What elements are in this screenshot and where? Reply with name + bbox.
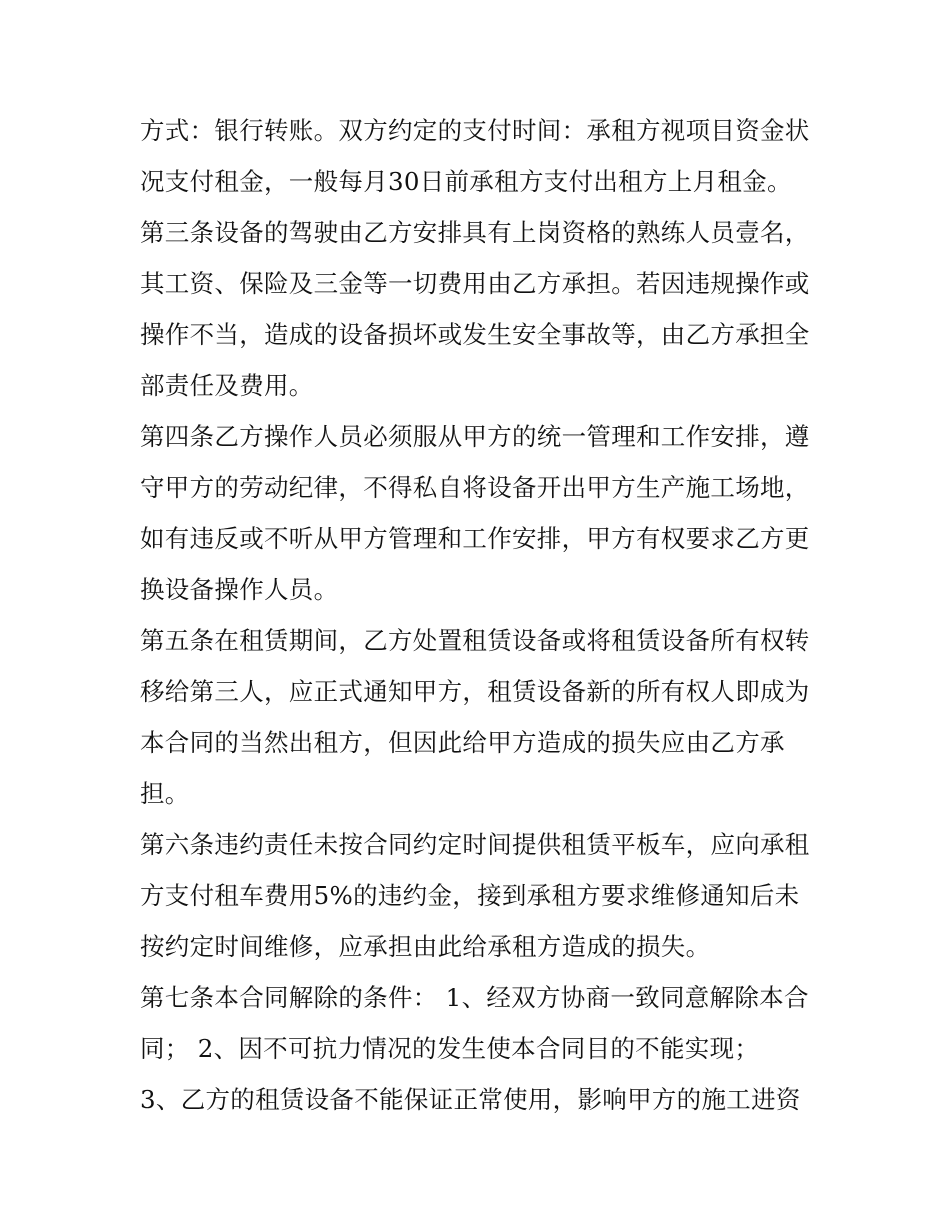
paragraph-article-5 <box>140 615 820 819</box>
text-line: 第四条乙方操作人员必须服从甲方的统一管理和工作安排，遵 <box>140 422 810 451</box>
text-line: 部责任及费用。 <box>140 371 314 400</box>
paragraph-article-7-item-3 <box>140 1074 820 1125</box>
document-body <box>140 105 820 1125</box>
text-line: 3、乙方的租赁设备不能保证正常使用，影响甲方的施工进资 <box>140 1085 801 1114</box>
text-line: 如有违反或不听从甲方管理和工作安排，甲方有权要求乙方更 <box>140 524 810 553</box>
paragraph-payment <box>140 105 820 207</box>
paragraph-article-6 <box>140 819 820 972</box>
text-line: 第三条设备的驾驶由乙方安排具有上岗资格的熟练人员壹名， <box>140 218 810 247</box>
text-line: 况支付租金，一般每月30日前承租方支付出租方上月租金。 <box>140 167 792 196</box>
text-line: 守甲方的劳动纪律，不得私自将设备开出甲方生产施工场地， <box>140 473 810 502</box>
text-line: 操作不当，造成的设备损坏或发生安全事故等，由乙方承担全 <box>140 320 810 349</box>
paragraph-article-7 <box>140 972 820 1074</box>
text-line: 方支付租车费用5%的违约金，接到承租方要求维修通知后未 <box>140 881 800 910</box>
text-line: 第五条在租赁期间，乙方处置租赁设备或将租赁设备所有权转 <box>140 626 810 655</box>
text-line: 方式：银行转账。双方约定的支付时间：承租方视项目资金状 <box>140 116 810 145</box>
text-line: 本合同的当然出租方，但因此给甲方造成的损失应由乙方承 <box>140 728 785 757</box>
paragraph-article-4 <box>140 411 820 615</box>
text-line: 担。 <box>140 779 190 808</box>
text-line: 第六条违约责任未按合同约定时间提供租赁平板车，应向承租 <box>140 830 810 859</box>
paragraph-article-3 <box>140 207 820 411</box>
text-line: 换设备操作人员。 <box>140 575 339 604</box>
text-line: 移给第三人，应正式通知甲方，租赁设备新的所有权人即成为 <box>140 677 810 706</box>
text-line: 其工资、保险及三金等一切费用由乙方承担。若因违规操作或 <box>140 269 810 298</box>
text-line: 第七条本合同解除的条件： 1、经双方协商一致同意解除本合 <box>140 983 809 1012</box>
text-line: 同； 2、因不可抗力情况的发生使本合同目的不能实现； <box>140 1034 760 1063</box>
text-line: 按约定时间维修，应承担由此给承租方造成的损失。 <box>140 932 711 961</box>
